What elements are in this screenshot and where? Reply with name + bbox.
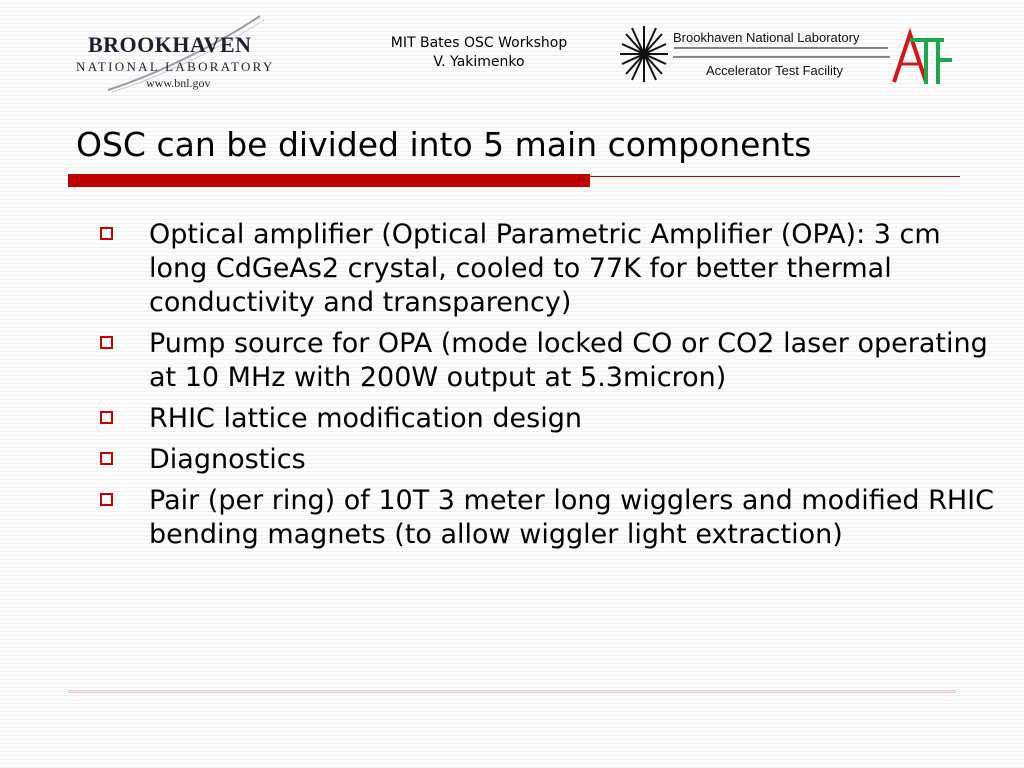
title-rule bbox=[68, 174, 590, 187]
title-rule-thin bbox=[590, 176, 960, 177]
square-bullet-icon bbox=[100, 493, 113, 506]
bnl-logo-name: BROOKHAVEN bbox=[88, 32, 252, 57]
bullet-text: RHIC lattice modification design bbox=[149, 403, 582, 434]
footer-rule bbox=[68, 690, 956, 693]
bullet-text: Optical amplifier (Optical Parametric Amplifier (OPA): 3 cm long CdGeAs2 crystal, cooled to 77K for better thermal conductivity and transparency) bbox=[149, 219, 941, 318]
slide-title: OSC can be divided into 5 main components bbox=[76, 125, 812, 164]
bnl-logo-subtitle: NATIONAL LABORATORY bbox=[76, 59, 275, 74]
square-bullet-icon bbox=[100, 227, 113, 240]
bnl-logo-url: www.bnl.gov bbox=[146, 76, 211, 90]
bullet-text: Pair (per ring) of 10T 3 meter long wigglers and modified RHIC bending magnets (to allow wiggler light extraction) bbox=[149, 485, 994, 550]
bullet-item bbox=[96, 443, 996, 477]
bullet-text: Diagnostics bbox=[149, 444, 306, 475]
bullet-item bbox=[96, 402, 996, 436]
bullet-list bbox=[96, 218, 996, 559]
workshop-header bbox=[360, 34, 598, 72]
bullet-text: Pump source for OPA (mode locked CO or CO2 laser operating at 10 MHz with 200W output at 5.3micron) bbox=[149, 328, 988, 393]
square-bullet-icon bbox=[100, 336, 113, 349]
workshop-name: MIT Bates OSC Workshop bbox=[390, 35, 568, 51]
square-bullet-icon bbox=[100, 452, 113, 465]
author-name: V. Yakimenko bbox=[433, 54, 525, 70]
atf-logo-line1: Brookhaven National Laboratory bbox=[673, 30, 860, 45]
atf-logo bbox=[618, 20, 958, 90]
bullet-item bbox=[96, 484, 996, 552]
atf-mark-icon bbox=[888, 26, 958, 88]
atf-logo-line2: Accelerator Test Facility bbox=[706, 63, 844, 78]
bnl-logo bbox=[68, 14, 288, 94]
bullet-item bbox=[96, 327, 996, 395]
square-bullet-icon bbox=[100, 411, 113, 424]
bullet-item bbox=[96, 218, 996, 320]
